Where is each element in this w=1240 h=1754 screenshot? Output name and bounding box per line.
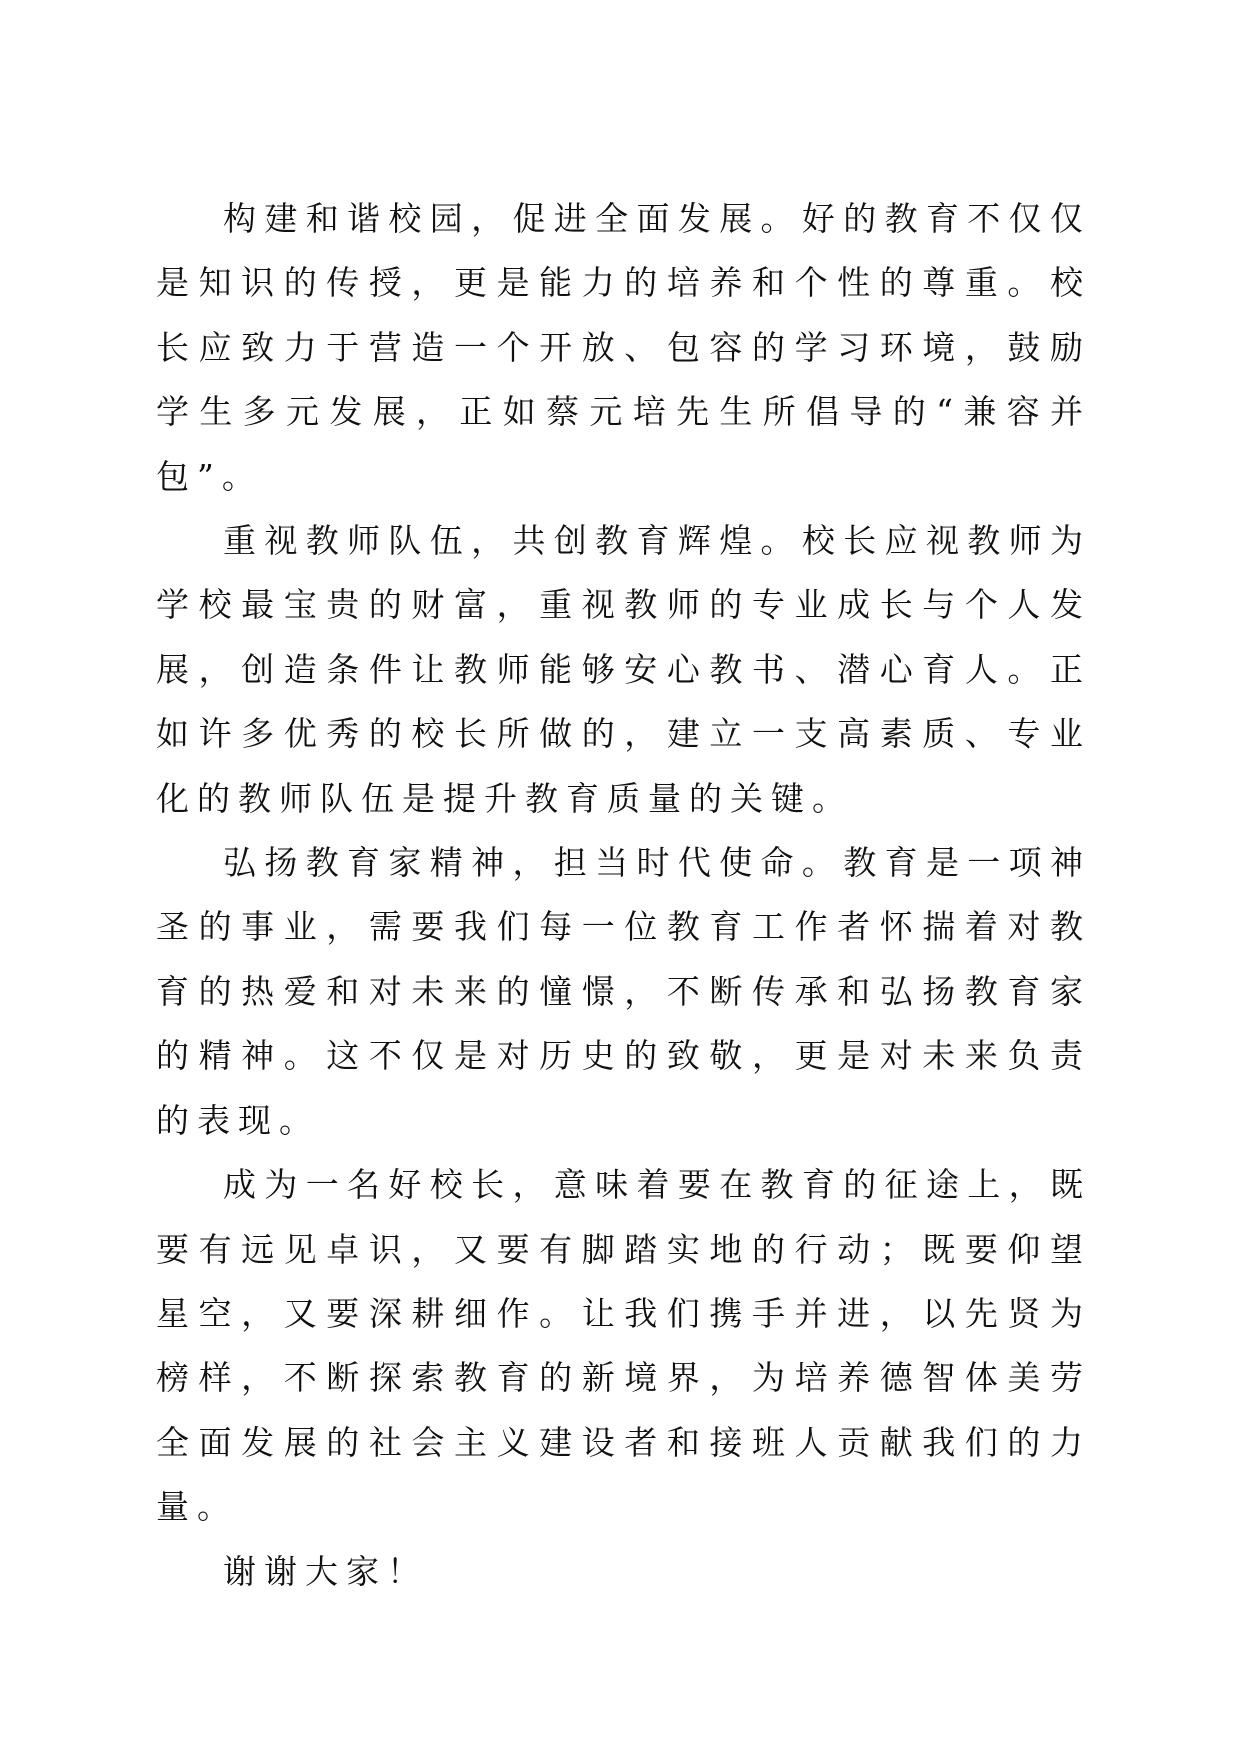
paragraph-educator-spirit: 弘扬教育家精神，担当时代使命。教育是一项神圣的事业，需要我们每一位教育工作者怀揣着对教育的热爱和对未来的憧憬，不断传承和弘扬教育家的精神。这不仅是对历史的致敬，更是对未来负责的表现。 [156,843,1091,1140]
paragraph-harmonious-campus: 构建和谐校园，促进全面发展。好的教育不仅仅是知识的传授，更是能力的培养和个性的尊重。校长应致力于营造一个开放、包容的学习环境，鼓励学生多元发展，正如蔡元培先生所倡导的“兼容并包”。 [156,199,1091,496]
document-body [156,187,1091,1604]
paragraph-good-principal: 成为一名好校长，意味着要在教育的征途上，既要有远见卓识，又要有脚踏实地的行动；既要仰望星空，又要深耕细作。让我们携手并进，以先贤为榜样，不断探索教育的新境界，为培养德智体美劳全面发展的社会主义建设者和接班人贡献我们的力量。 [156,1165,1091,1527]
paragraph-thanks: 谢谢大家！ [223,1551,428,1591]
paragraph-teacher-team: 重视教师队伍，共创教育辉煌。校长应视教师为学校最宝贵的财富，重视教师的专业成长与个人发展，创造条件让教师能够安心教书、潜心育人。正如许多优秀的校长所做的，建立一支高素质、专业化的教师队伍是提升教育质量的关键。 [156,521,1091,818]
